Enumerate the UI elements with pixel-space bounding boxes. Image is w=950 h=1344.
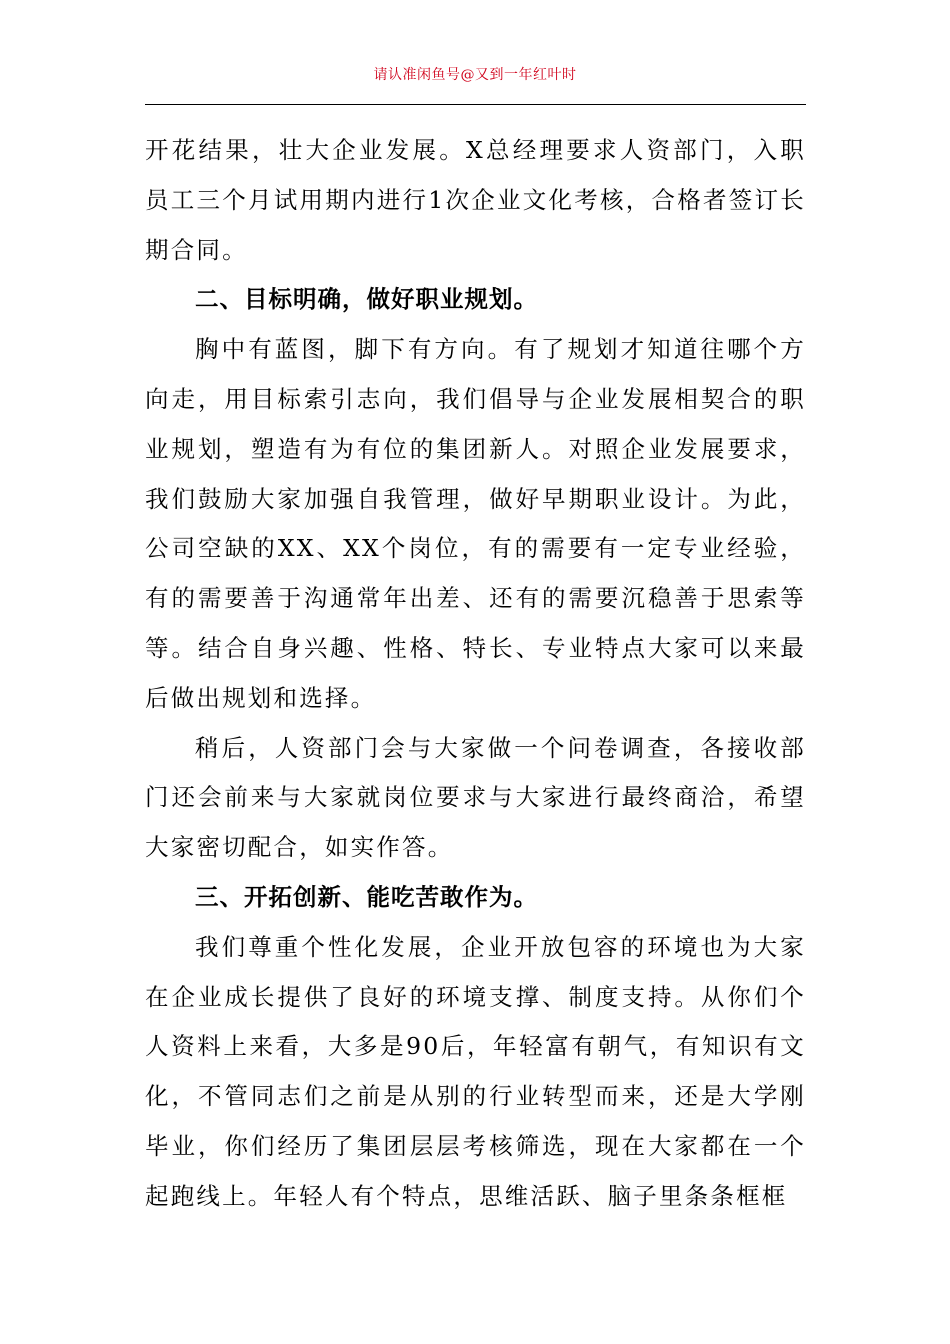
- paragraph-continued: 开花结果，壮大企业发展。X总经理要求人资部门，入职员工三个月试用期内进行1次企业文化考核，合格者签订长期合同。: [145, 136, 806, 264]
- paragraph-2a: 胸中有蓝图，脚下有方向。有了规划才知道往哪个方向走，用目标索引志向，我们倡导与企业发展相契合的职业规划，塑造有为有位的集团新人。对照企业发展要求，我们鼓励大家加强自我管理，做好早期职业设计。为此，公司空缺的XX、XX个岗位，有的需要有一定专业经验，有的需要善于沟通常年出差、还有的需要沉稳善于思索等等。结合自身兴趣、性格、特长、专业特点大家可以来最后做出规划和选择。: [145, 335, 806, 712]
- header-divider: [145, 104, 806, 105]
- header-watermark: 请认准闲鱼号@又到一年红叶时: [373, 67, 577, 83]
- section-heading-3: 三、开拓创新、能吃苦敢作为。: [195, 882, 538, 911]
- section-heading-2: 二、目标明确，做好职业规划。: [195, 285, 538, 314]
- paragraph-2b: 稍后，人资部门会与大家做一个问卷调查，各接收部门还会前来与大家就岗位要求与大家进行最终商洽，希望大家密切配合，如实作答。: [145, 733, 806, 862]
- document-body: [145, 126, 806, 1222]
- paragraph-3a: 我们尊重个性化发展，企业开放包容的环境也为大家在企业成长提供了良好的环境支撑、制度支持。从你们个人资料上来看，大多是90后，年轻富有朝气，有知识有文化，不管同志们之前是从别的行业转型而来，还是大学刚毕业，你们经历了集团层层考核筛选，现在大家都在一个起跑线上。年轻人有个特点，思维活跃、脑子里条条框框: [145, 932, 806, 1210]
